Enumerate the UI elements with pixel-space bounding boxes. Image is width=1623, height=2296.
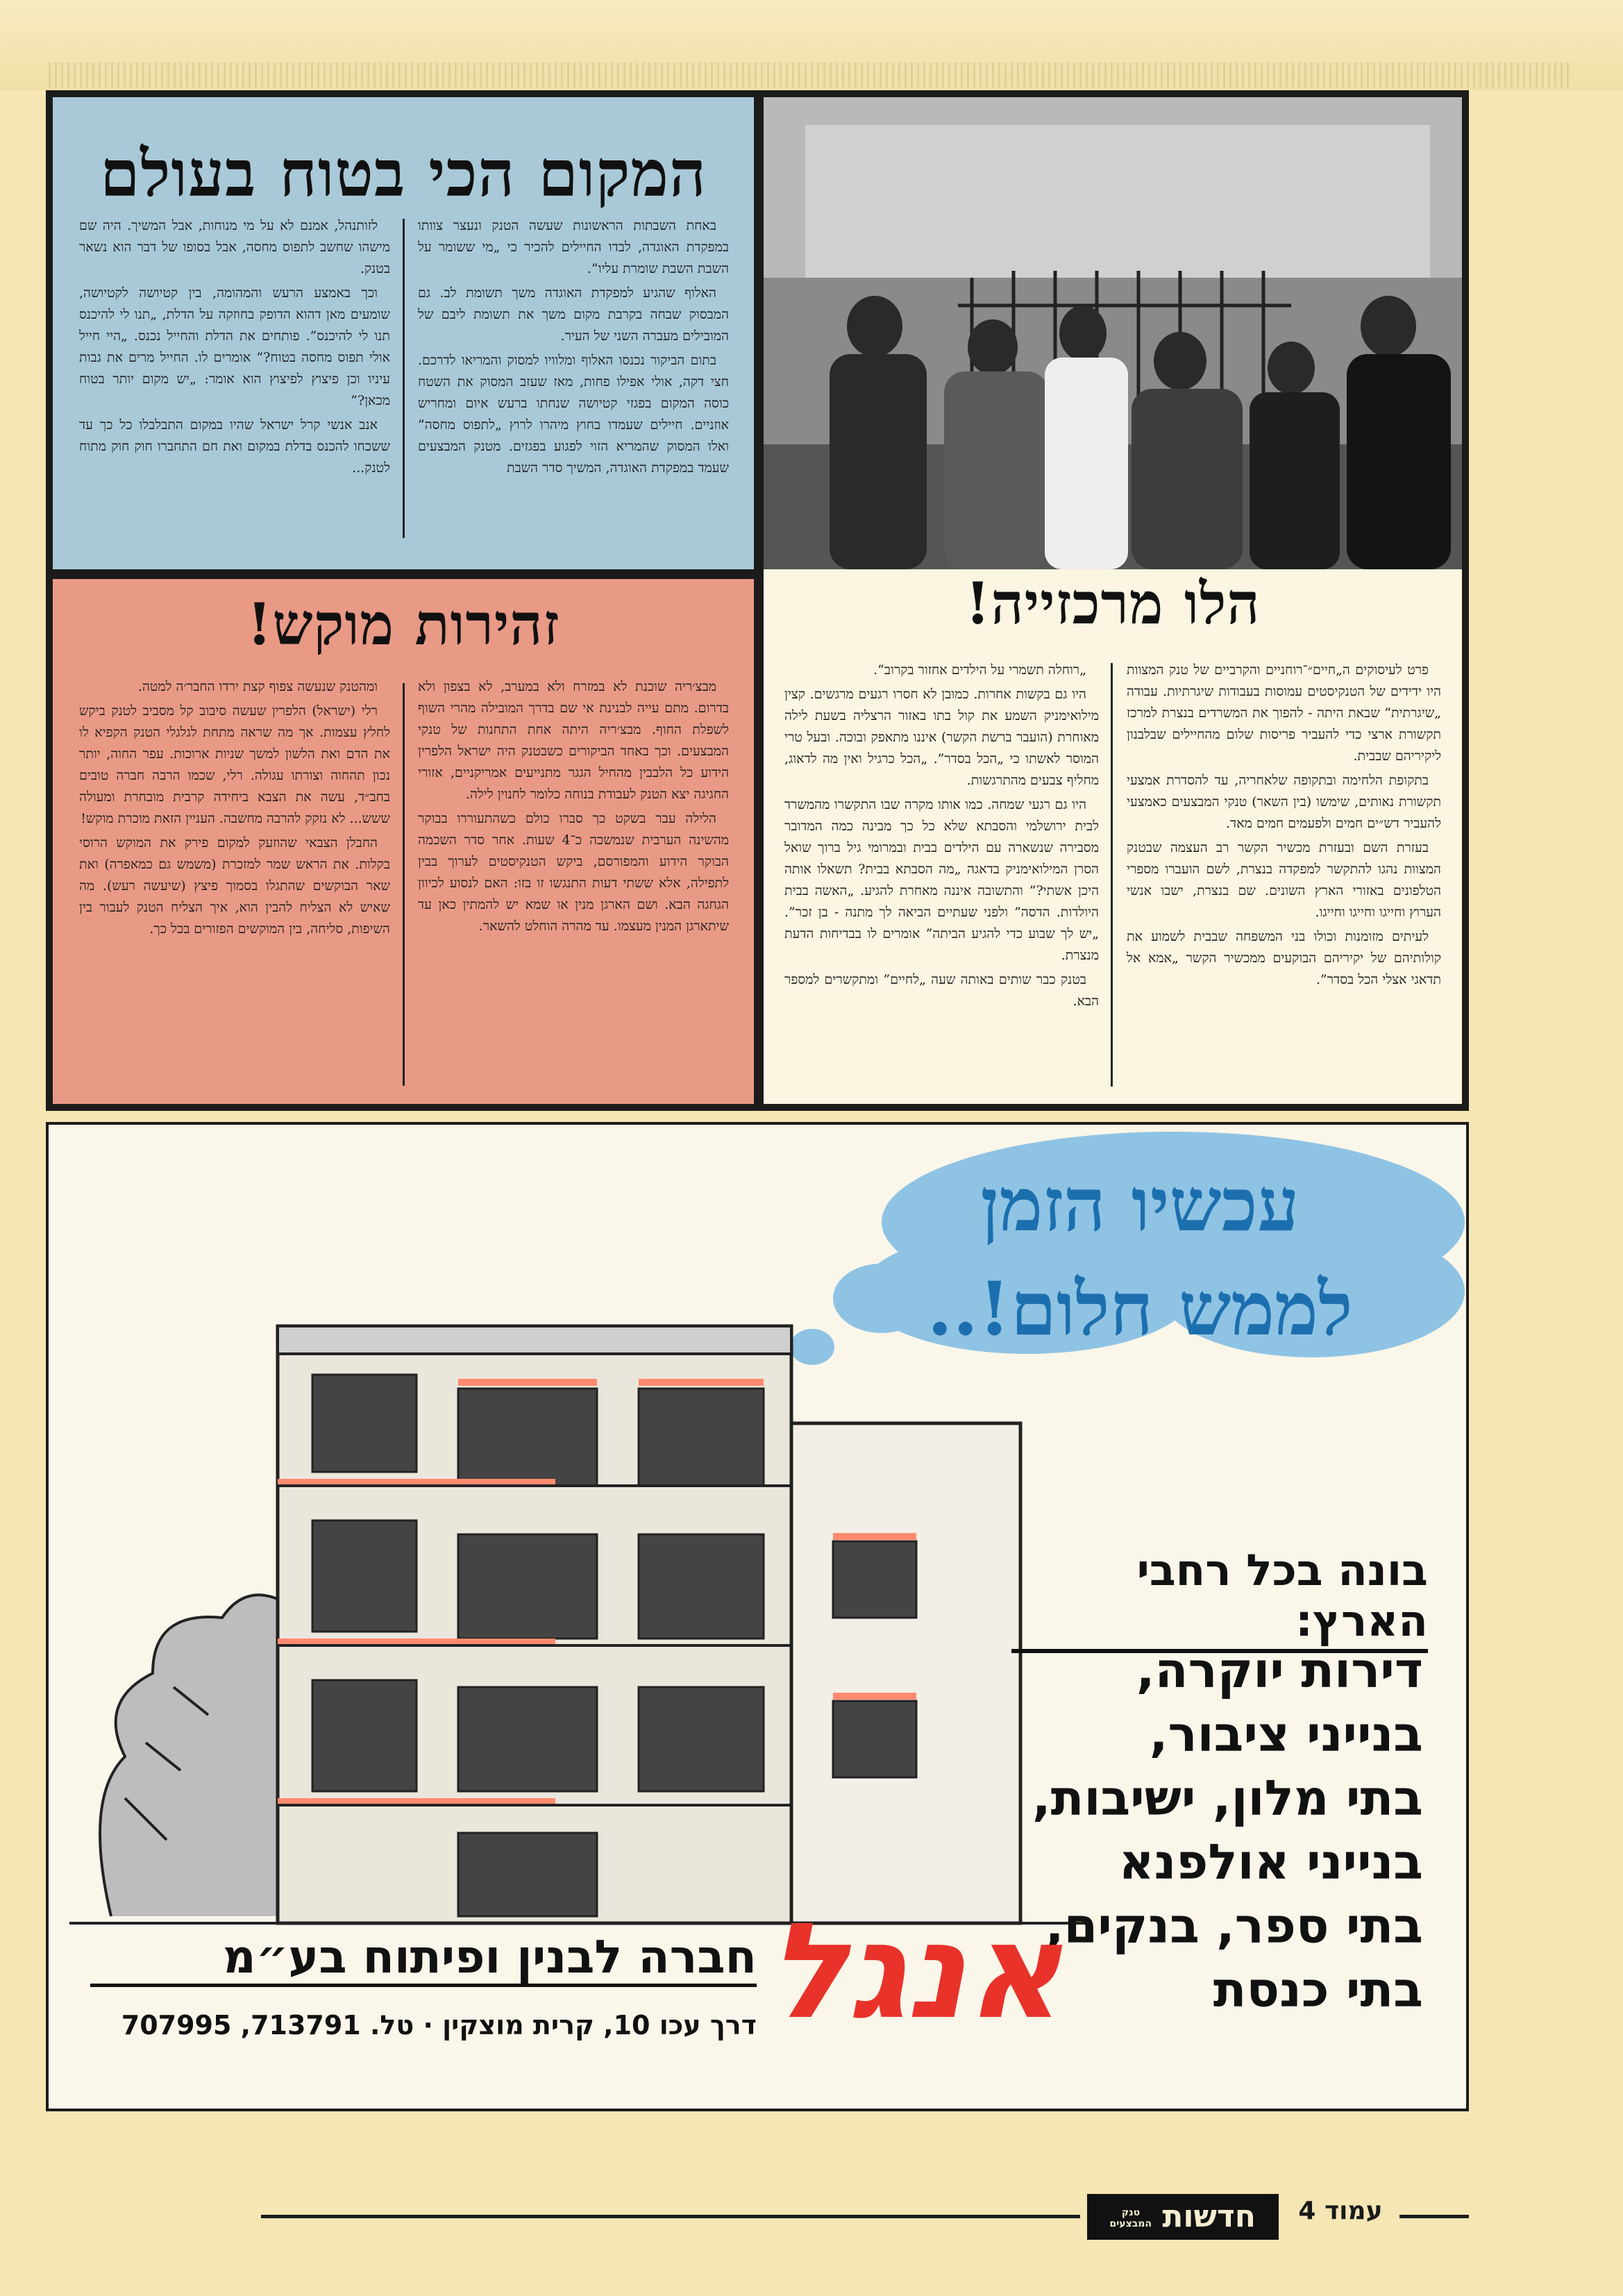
article-column-right [418, 676, 729, 1086]
paragraph: בתום הביקור נכנסו האלוף ומלוויו למסוק והמריאו לדרכם. חצי דקה, אולי אפילו פחות, מאז שעזב המסוק את השטח כוסה המקום בפגזי קטיושה שנחתו ברעש איום ומחריש אוזניים. חיילים שעמדו בחוץ מיהרו לרוץ „לתפוס מחסה” ואלו המסוק שהמריא הזוי לפגוע בפגזים. מטנק המבצעים שעמד במפקדת האוגדה, המשיך סדר השבת [418, 353, 729, 476]
paragraph: בעזרת השם ובעזרת מכשיר הקשר רב העצמה שבטנק המצוות נהגו להתקשר למפקדה בנצרת, לשם הועברו מספרי הטלפונים באזורי הארץ השונים. שם בנצרת, ישבו אנשי הערוץ וחייגו וחייגו וחייגו. [1127, 840, 1441, 920]
paragraph: בתקופת הלחימה ובתקופה שלאחריה, עד להסדרת אמצעי תקשורת נאותים, שימשו (בין השאר) טנקי המבצעים כאמצעי להעביר דש״ים חמים ולפעמים חמים מאד. [1127, 773, 1441, 831]
paragraph: רלי (ישראל) הלפרין שעשה סיבוב קל מסביב לטנק ביקש לחלץ עצמות. אך מה שראה מתחת לגלגלי הטנק הקפיא לו את הדם ואת הלשון למשך שניות ארוכות. עפר החוה, יותר נכון תהחוה וצורתו עגולה. רלי, שכמו הרבה חברה טובים בחב״ד, עשה את הצבא ביחידה קרבית מובחרת ומעולה ששש... לא נזקק להרבה מחשבה. העניין הזאת מוכרת מוקש! [79, 703, 390, 826]
engel-logo: אנגל [767, 1895, 1062, 2048]
company-name: חברה לבנין ופיתוח בע״מ [90, 1930, 757, 1987]
paragraph: היו גם רגעי שמחה. כמו אותו מקרה שבו התקשרו מהמשרד לבית ירושלמי והסבתא שלא כל כך מבינה כמה המדובר מסבירה שנשארה עם הילדים בבית ובמרומי גיל ברוך שואל הסרן המילואימניק בדאגה „מה הסבתא בבית? תשאלו אותה היכן אשתי?” והתשובה איננה מאחרת להגיע. „האשה בבית היולדות. הדסה” ולפני שעתיים הביאה לך מתנה - בן זכר”. „יש לך שבוע כדי להגיע הביתה” אומרים לו בבדיחות הדעת מנצרת. [784, 797, 1099, 963]
article-column-left [79, 676, 390, 1086]
builds-title: בונה בכל רחבי הארץ: [1011, 1545, 1428, 1653]
paragraph: בטנק כבר שותים באותה שעה „לחיים” ומתקשרים למספר הבא. [784, 972, 1099, 1009]
list-item: בתי מלון, ישיבות, [1032, 1770, 1423, 1827]
list-item: בנייני ציבור, [1149, 1706, 1423, 1763]
soldiers-photo-illustration [764, 97, 1462, 569]
paragraph: האלוף שהגיע למפקדת האוגדה משך תשומת לב. גם המבסוק שבחה בקרבת מקום משך את תשומת ליבם של המובילים מעברה השני של העיר. [418, 285, 729, 344]
article-headline: המקום הכי בטוח בעולם [99, 136, 707, 211]
article-safest-place [53, 97, 754, 569]
paragraph: לזותנהל, אמנם לא על מי מנוחות, אבל המשיך. היה שם מישהו שחשב לתפוס מחסה, אבל בסופו של דבר הוא נשאר בטנק. [79, 218, 390, 276]
article-column-right [1127, 660, 1441, 1090]
building-drawing [69, 1312, 1090, 1937]
list-item: דירות יוקרה, [1136, 1642, 1423, 1699]
list-item: בתי כנסת [1213, 1961, 1423, 2018]
paragraph: מבצ׳ריה שוכנת לא במזרח ולא במערב, לא בצפון ולא בדרום. מתם עייה לבנינת אי שם בדרך המובילה מהרי השוף לשפלת החוף. מבצ׳ריה היתה אחת התחנות של טנקי המבצעים. וכך באחד הביקורים כשבטנק היה ישראל הלפרין הידוע כל הלבבין מהחיל הגגר מתנייעים אמריקניים, אזורי החגיגה יצא הטנק לעבודת בנוחה כלומר לחנוין לילה. [418, 679, 729, 802]
masthead-subtitle: טנק המבצעים [1109, 2207, 1152, 2229]
paragraph: אנב אנשי קרל ישראל שהיו במקום התבלבלו כל כך עד ששכחו להכנס בדלת במקום ואת חם התחברו חוק חוק מתוח לטנק... [79, 417, 390, 476]
masthead-title: חדשות [1162, 2199, 1256, 2234]
slogan-line: עכשיו הזמן [980, 1161, 1300, 1248]
engel-advertisement [46, 1122, 1469, 2111]
binding-strip [49, 62, 1569, 87]
article-column-right [418, 215, 729, 542]
paragraph: ומהטנק שנעשה צפוף קצת ירדו החבר׳ה למטה. [137, 679, 378, 694]
soldiers-photo [764, 97, 1462, 569]
paragraph: החבלן הצבאי שהוזעק למקום פירק את המוקש הרוסי בקלות. את הראש שמר למזכרת (משמש גם כמאפרה) ואת שאר הבוקשים שהתגלו בסמוך פיצץ (שיעשה רעש). מה שאיש לא הצליח להבין הוא, איך הצליח הטנק לעבור בין השיפות, סליחה, בין המוקשים הפזורים בכל כך. [79, 835, 390, 937]
footer-rule [1399, 2215, 1469, 2218]
list-item: בנייני אולפנא [1118, 1834, 1423, 1891]
article-headline: זהירות מוקש! [246, 592, 560, 658]
page-footer [46, 2187, 1469, 2243]
paragraph: הלילה עבר בשקט כך סברו כולם כשהתעוררו בבוקר מהשינה הערבית שנמשכה כ־4 שעות. אחר סדר השכמה הבוקר הידוע והמפורסם, ביקש הטנקיסטים לערוך בבין לתפילה, אלא ששתי דעות התנגשו זו בזו: האם לנסוע לכיוון הגחגה הבא. ושם הארגן מנין או שמא יש להמתין כאן עד שיתארגן המנין מעצמו. עד מהרה הוחלט להשאר. [418, 811, 730, 934]
list-item: בתי ספר, בנקים, [1045, 1897, 1423, 1954]
article-column-left [784, 660, 1099, 1090]
article-column-left [79, 215, 390, 542]
article-hello-switchboard [764, 569, 1462, 1104]
company-address: דרך עכו 10, קרית מוצקין · טל. 713791, 707995 [121, 2010, 757, 2041]
paragraph: היו גם בקשות אחרות. כמובן לא חסרו רגעים מרגשים. קצין מילואימניק השמע את קול בתו באזור הרצליה בשעת לילה מאוחרת (הועבר ברשת הקשר) איננו מתאפק ובוכה. ובעל טרי המוסר לאשתו כי „הכל בסדר”. „הכל כרגיל ואין מה לדאוג, מחליף צבעים מהתרגשות. [784, 687, 1099, 788]
articles-frame [46, 90, 1469, 1111]
page-number: עמוד 4 [1298, 2197, 1383, 2225]
paragraph: פרט לעיסוקים ה„חיים״־רוחניים והקרביים של טנק המצוות היו ידידים של הטנקיסטים עמוסות בעבודות שיגרתיות. עבודה „שיגרתית” שבאת היתה - להפוך את המשרדים בנצרת למרכז תקשורת ארצי כדי להעביר פריסות שלום מהחיילים שבלבנון ליקיריהם שבבית. [1127, 662, 1441, 764]
paragraph: לעיתים מזומנות וכולו בני המשפחה שבבית לשמוע את קולותיהם של יקיריהם הבוקעים ממכשיר הקשר „אמא אל תדאגי אצלי הכל בסדר”. [1127, 929, 1441, 987]
paragraph: „רוחלה תשמרי על הילדים אחזור בקרוב”. [873, 662, 1086, 678]
footer-rule [261, 2215, 1080, 2218]
article-mine-warning [53, 579, 754, 1104]
article-headline: הלו מרכזייה! [965, 571, 1261, 637]
masthead-logo [1087, 2194, 1279, 2240]
paragraph: באחת השבתות הראשונות שעשה הטנק ונעצר צוותו במפקדת האוגדה, לבדו החיילים להכיר כי „מי ששומר על השבת השבת שומרת עליו”. [418, 218, 729, 276]
paragraph: וכך באמצע הרעש והמהומה, בין קטיושה לקטיושה, שומעים מאן דהוא הדופק בחוזקה על הדלת, „תנו לי להיכנס תנו לי להיכנס”. פותחים את הדלת והחייל נכנס. „היי חייל אולי תפוס מחסה בטוח?” אומרים לו. החייל מרים את גבות עיניו וכן פיצוץ לפיצוץ הוא אומר: „יש מקום יותר בטוח מכאן?” [79, 285, 390, 408]
slogan-line: לממש חלום!.. [927, 1265, 1353, 1352]
